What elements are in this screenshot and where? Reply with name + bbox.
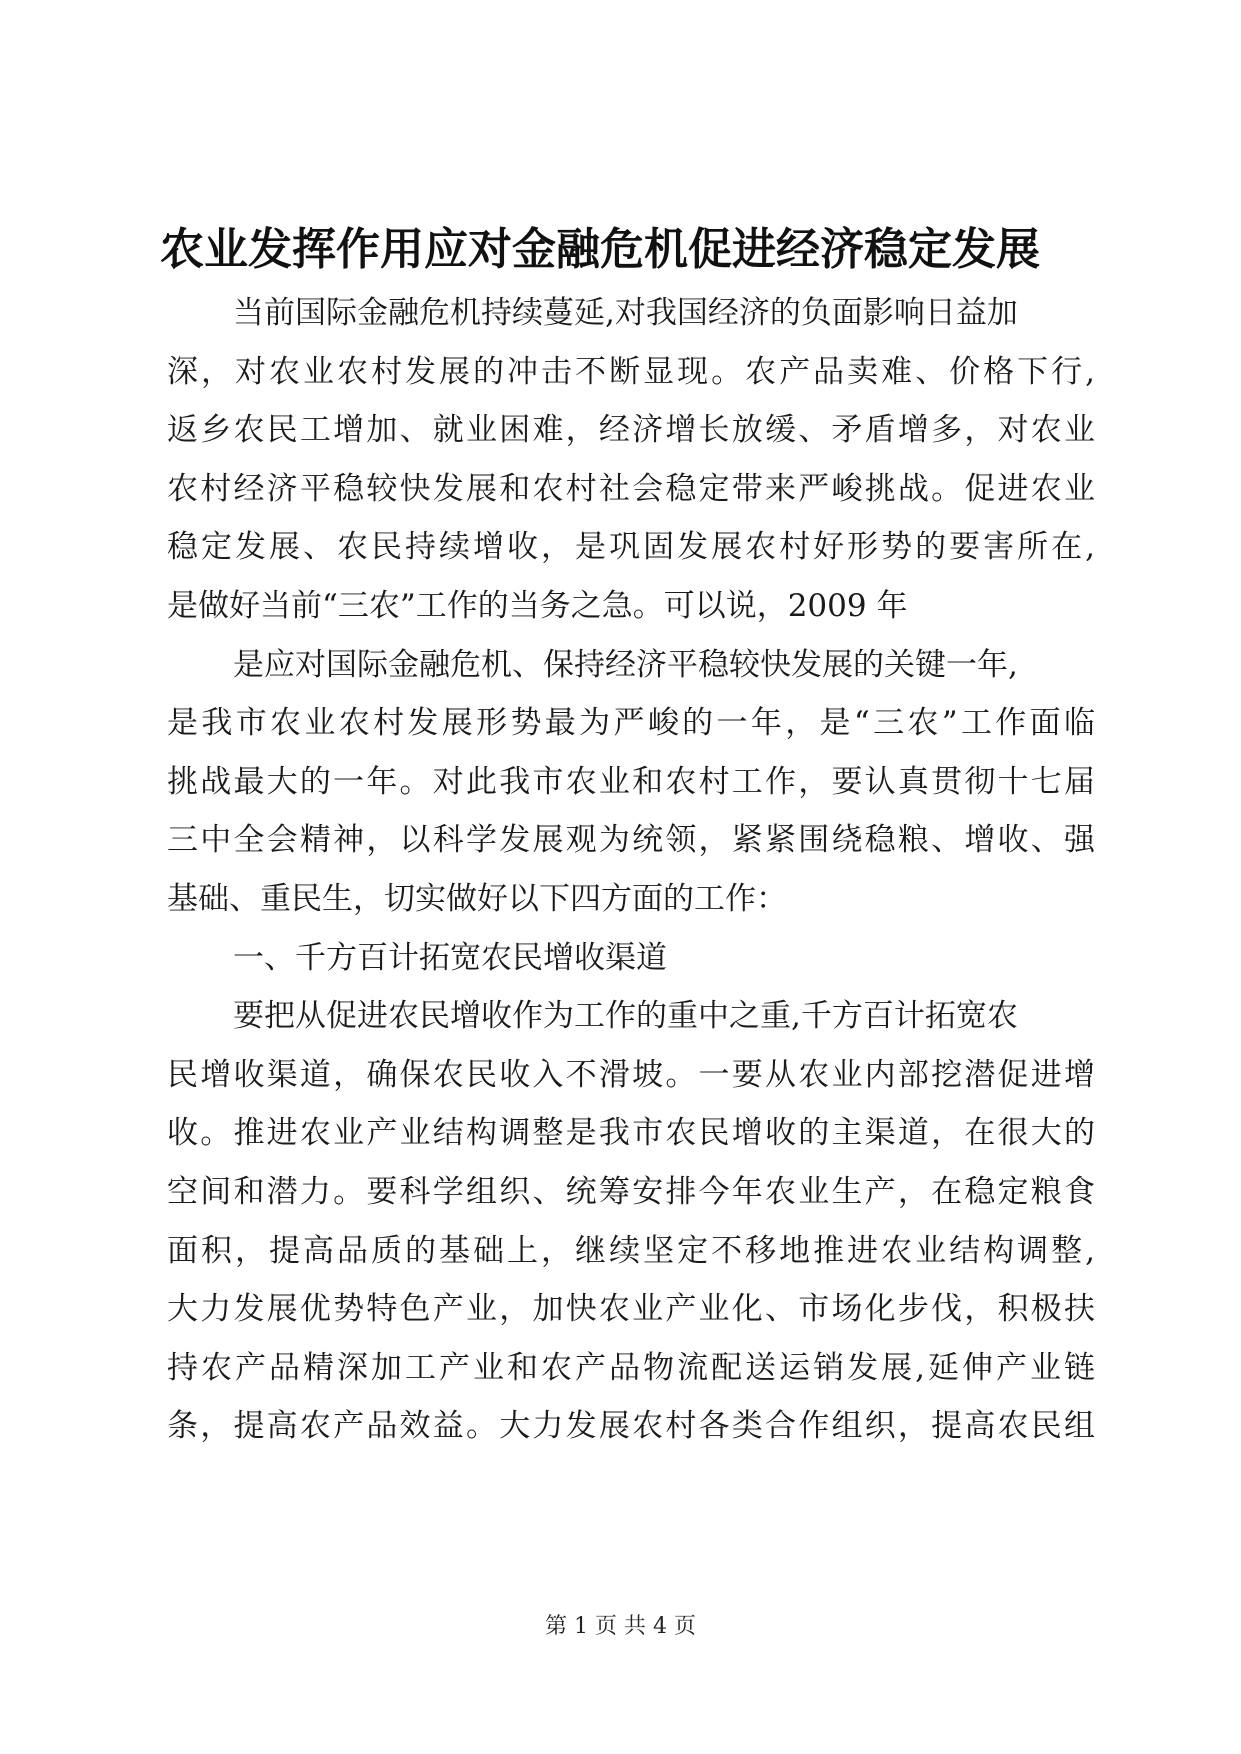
paragraph-line: 返乡农民工增加、就业困难，经济增长放缓、矛盾增多，对农业 — [167, 412, 1095, 449]
paragraph-line: 面积，提高品质的基础上，继续坚定不移地推进农业结构调整, — [167, 1232, 1095, 1269]
paragraph-line: 是做好当前“三农”工作的当务之急。可以说，2009 年 — [167, 587, 908, 624]
paragraph-line: 要把从促进农民增收作为工作的重中之重,千方百计拓宽农 — [233, 998, 1018, 1035]
paragraph-line: 条，提高农产品效益。大力发展农村各类合作组织，提高农民组 — [167, 1408, 1095, 1445]
paragraph-line: 持农产品精深加工产业和农产品物流配送运销发展,延伸产业链 — [167, 1349, 1095, 1386]
paragraph-line: 基础、重民生，切实做好以下四方面的工作： — [167, 880, 787, 917]
paragraph-line: 收。推进农业产业结构调整是我市农民增收的主渠道，在很大的 — [167, 1115, 1095, 1152]
paragraph-line: 三中全会精神，以科学发展观为统领，紧紧围绕稳粮、增收、强 — [167, 822, 1095, 859]
paragraph-line: 是我市农业农村发展形势最为严峻的一年，是“三农”工作面临 — [167, 705, 1095, 742]
paragraph-line: 是应对国际金融危机、保持经济平稳较快发展的关键一年, — [233, 646, 1018, 683]
paragraph-line: 稳定发展、农民持续增收，是巩固发展农村好形势的要害所在, — [167, 529, 1095, 566]
paragraph-line: 深，对农业农村发展的冲击不断显现。农产品卖难、价格下行, — [167, 353, 1095, 390]
paragraph-line: 空间和潜力。要科学组织、统筹安排今年农业生产，在稳定粮食 — [167, 1173, 1095, 1210]
paragraph-line: 大力发展优势特色产业，加快农业产业化、市场化步伐，积极扶 — [167, 1291, 1095, 1328]
document-title: 农业发挥作用应对金融危机促进经济稳定发展 — [160, 224, 1040, 275]
paragraph-line: 农村经济平稳较快发展和农村社会稳定带来严峻挑战。促进农业 — [167, 470, 1095, 507]
document-body — [167, 284, 1095, 1456]
paragraph-line: 民增收渠道，确保农民收入不滑坡。一要从农业内部挖潜促进增 — [167, 1056, 1095, 1093]
paragraph-line: 挑战最大的一年。对此我市农业和农村工作，要认真贯彻十七届 — [167, 763, 1095, 800]
section-heading: 一、千方百计拓宽农民增收渠道 — [233, 939, 667, 976]
paragraph-line: 当前国际金融危机持续蔓延,对我国经济的负面影响日益加 — [233, 295, 1018, 331]
page-number-footer: 第 1 页 共 4 页 — [545, 1614, 696, 1639]
